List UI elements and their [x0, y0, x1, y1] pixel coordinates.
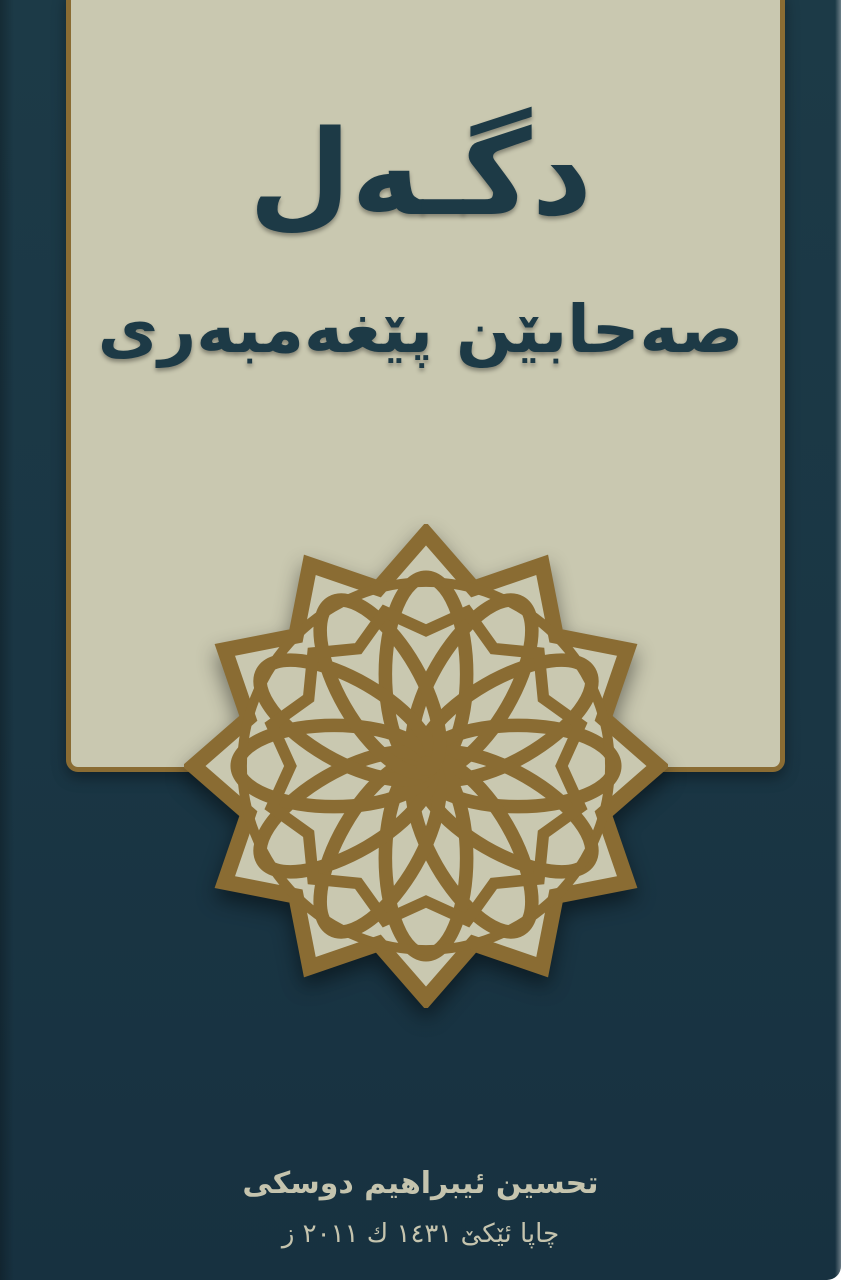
book-title: دگـەل [248, 104, 593, 242]
author-name: تحسین ئیبراهیم دوسکی [242, 1166, 599, 1201]
edition-info: چاپا ئێکێ ١٤٣١ ك ٢٠١١ ز [281, 1219, 560, 1249]
rosette-center [416, 756, 435, 775]
islamic-star-rosette-icon [184, 524, 668, 1008]
book-subtitle: صەحابێن پێغەمبەری [97, 291, 744, 368]
